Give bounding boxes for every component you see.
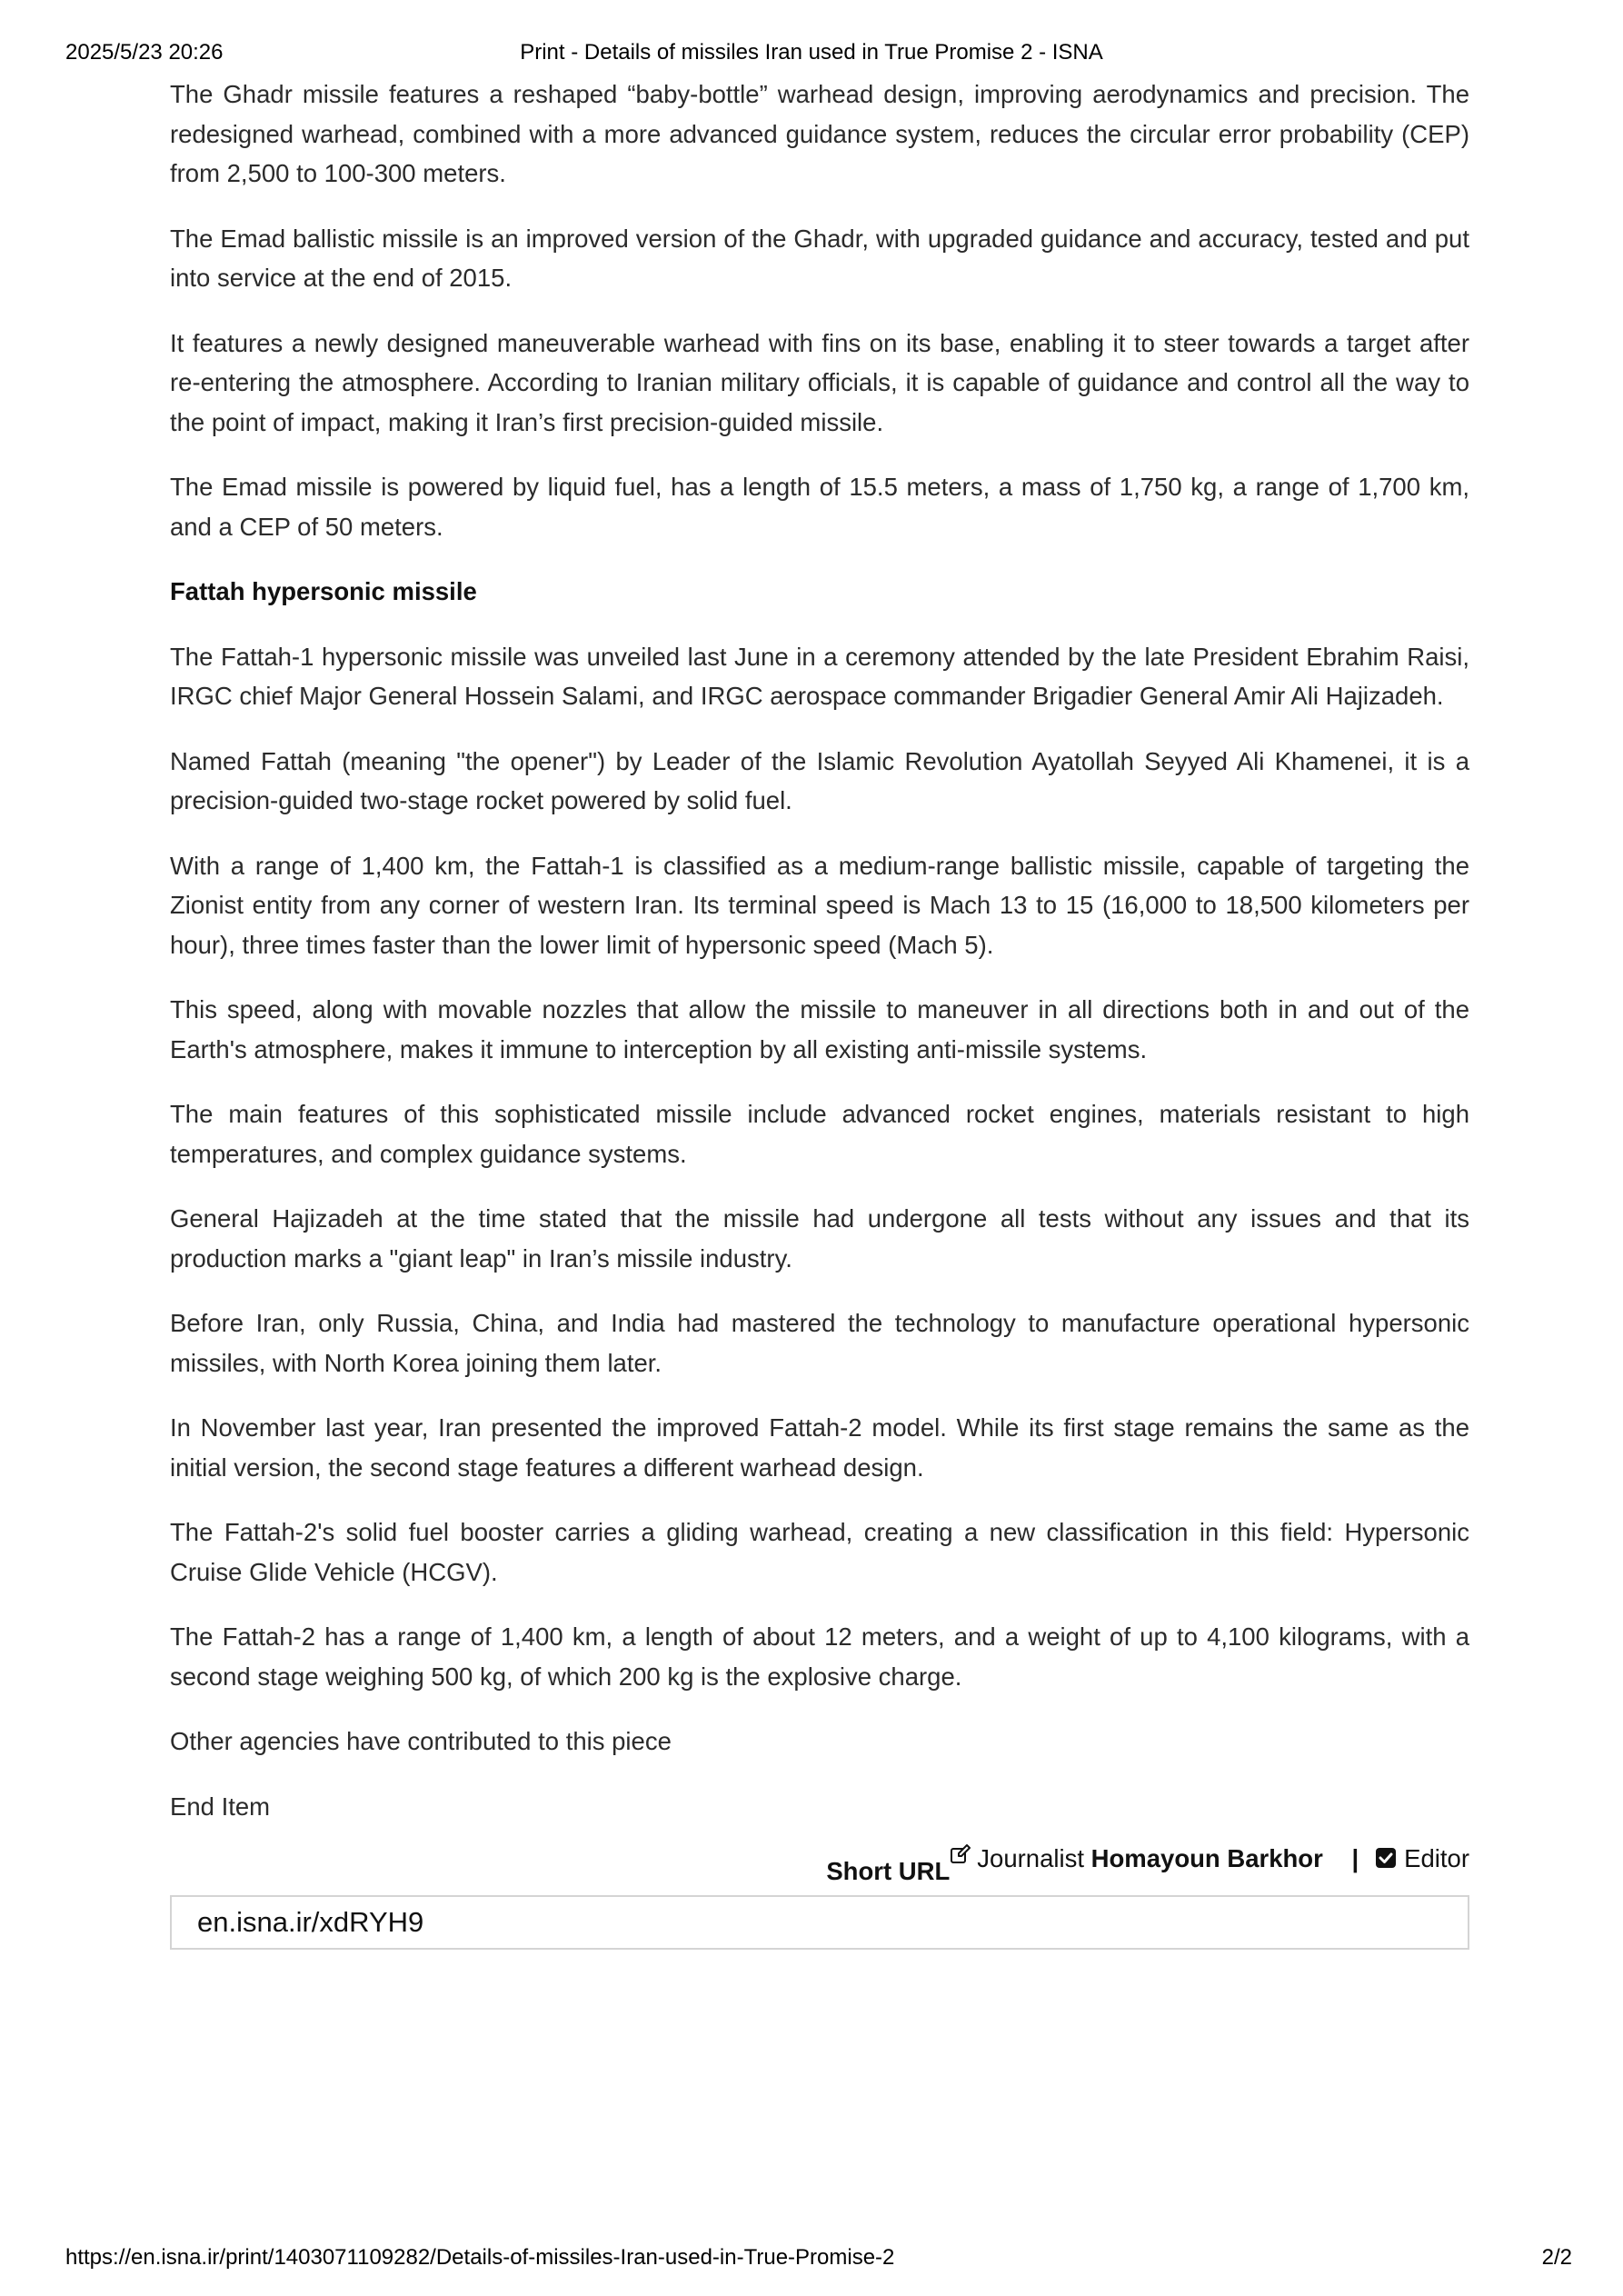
byline	[826, 1842, 1469, 1885]
print-date: 2025/5/23 20:26	[65, 40, 224, 65]
editor-label: Editor	[1404, 1844, 1469, 1872]
article-paragraph: The Fattah-2's solid fuel booster carries a gliding warhead, creating a new classification in this field: Hypersonic Cruise Glide Vehicle (HCGV).	[170, 1518, 1469, 1586]
short-url-field[interactable]	[170, 1895, 1469, 1950]
article-paragraph: The main features of this sophisticated missile include advanced rocket engines, materials resistant to high temperatures, and complex guidance systems.	[170, 1100, 1469, 1168]
byline-separator: |	[1351, 1844, 1359, 1872]
article-paragraph: General Hajizadeh at the time stated that the missile had undergone all tests without any issues and that its production marks a "giant leap" in Iran’s missile industry.	[170, 1204, 1469, 1273]
contributors-note: Other agencies have contributed to this piece	[170, 1727, 672, 1755]
print-source-url: https://en.isna.ir/print/1403071109282/Details-of-missiles-Iran-used-in-True-Promise-2	[65, 2245, 895, 2270]
short-url-value: en.isna.ir/xdRYH9	[197, 1906, 424, 1938]
article-paragraph: The Ghadr missile features a reshaped “baby-bottle” warhead design, improving aerodynamics and precision. The redesigned warhead, combined with a more advanced guidance system, reduces the circular error probability (CEP) from 2,500 to 100-300 meters.	[170, 80, 1469, 187]
short-url-label: Short URL	[826, 1857, 951, 1885]
end-item-note: End Item	[170, 1792, 271, 1821]
article-paragraph: It features a newly designed maneuverable warhead with fins on its base, enabling it to steer towards a target after re-entering the atmosphere. According to Iranian military officials, it is capable of guidance and control all the way to the point of impact, making it Iran’s first precision-guided missile.	[170, 328, 1469, 436]
journalist-label: Journalist	[977, 1844, 1084, 1872]
article-paragraph: In November last year, Iran presented the improved Fattah-2 model. While its first stage remains the same as the initial version, the second stage features a different warhead design.	[170, 1413, 1469, 1482]
article-paragraph: Before Iran, only Russia, China, and India had mastered the technology to manufacture operational hypersonic missiles, with North Korea joining them later.	[170, 1309, 1469, 1377]
article-paragraph: The Emad missile is powered by liquid fuel, has a length of 15.5 meters, a mass of 1,750 kg, a range of 1,700 km, and a CEP of 50 meters.	[170, 473, 1469, 541]
print-page-title: Print - Details of missiles Iran used in True Promise 2 - ISNA	[520, 40, 1103, 65]
print-header	[65, 40, 1558, 69]
article-paragraph: Named Fattah (meaning "the opener") by Leader of the Islamic Revolution Ayatollah Seyyed Ali Khamenei, it is a precision-guided two-stage rocket powered by solid fuel.	[170, 746, 1469, 814]
article-paragraph: The Fattah-2 has a range of 1,400 km, a length of about 12 meters, and a weight of up to 4,100 kilograms, with a second stage weighing 500 kg, of which 200 kg is the explosive charge.	[170, 1622, 1469, 1691]
edit-icon	[950, 1843, 971, 1865]
article-paragraph: The Fattah-1 hypersonic missile was unveiled last June in a ceremony attended by the late President Ebrahim Raisi, IRGC chief Major General Hossein Salami, and IRGC aerospace commander Brigadier General Amir Ali Hajizadeh.	[170, 642, 1469, 710]
article-paragraph: The Emad ballistic missile is an improved version of the Ghadr, with upgraded guidance and accuracy, tested and put into service at the end of 2015.	[170, 224, 1469, 292]
article-paragraph: With a range of 1,400 km, the Fattah-1 is classified as a medium-range ballistic missile, capable of targeting the Zionist entity from any corner of western Iran. Its terminal speed is Mach 13 to 15 (16,000 to 18,500 kilometers per hour), three times faster than the lower limit of hypersonic speed (Mach 5).	[170, 851, 1469, 959]
checkbox-checked-icon	[1375, 1847, 1397, 1869]
print-footer	[65, 2245, 1572, 2274]
section-heading: Fattah hypersonic missile	[170, 577, 477, 605]
article-paragraph: This speed, along with movable nozzles that allow the missile to maneuver in all directions both in and out of the Earth's atmosphere, makes it immune to interception by all existing anti-missile systems.	[170, 995, 1469, 1063]
journalist-name[interactable]: Homayoun Barkhor	[1090, 1844, 1323, 1872]
article-body	[170, 75, 1469, 1852]
page-number: 2/2	[1541, 2245, 1572, 2270]
